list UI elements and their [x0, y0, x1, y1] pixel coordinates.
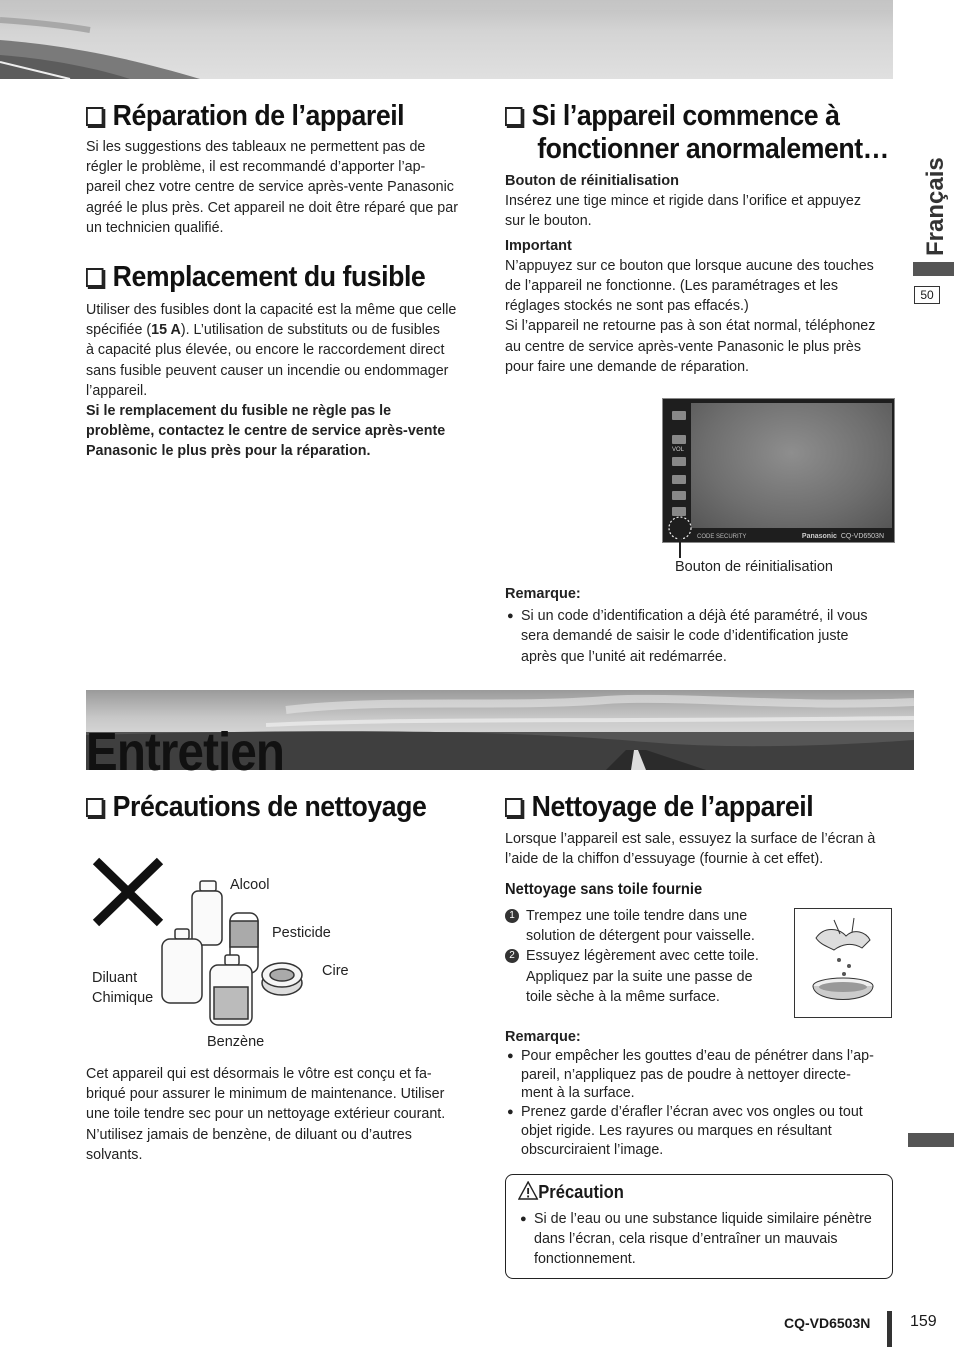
text-line: Si l’appareil ne retourne pas à son état normal, téléphonez — [505, 318, 876, 335]
caution-heading — [518, 1181, 624, 1203]
abnormal-title: Si l’appareil commence à — [531, 100, 840, 132]
text-line: une toile tendre sec pour un nettoyage extérieur courant. — [86, 1106, 446, 1123]
important-heading: Important — [505, 237, 572, 254]
solvents-illustration — [90, 855, 340, 1055]
cleaning-precautions-body — [86, 1064, 481, 1165]
device-brand: Panasonic CQ-VD6503N — [801, 533, 884, 540]
section-title: Entretien — [86, 722, 285, 782]
panel-button — [672, 475, 686, 484]
text-line: problème, contactez le centre de service après-vente — [86, 423, 446, 440]
text-line: Utiliser des fusibles dont la capacité est la même que celle — [86, 302, 457, 318]
text-line: N’utilisez jamais de benzène, de diluant ou d’autres — [86, 1126, 412, 1143]
minus-button — [672, 457, 686, 466]
panel-button — [672, 411, 686, 420]
alcohol-bottle-icon — [192, 881, 222, 945]
fuse-body — [86, 300, 481, 462]
caution-box — [505, 1174, 893, 1279]
benzene-label: Benzène — [207, 1034, 265, 1050]
abnormal-title-2: fonctionner anormalement… — [537, 133, 889, 165]
language-tab-bar — [913, 262, 954, 276]
text-line: régler le problème, il est recommandé d’apporter l’ap- — [86, 159, 426, 176]
reset-button-circle — [663, 511, 693, 542]
reset-callout-label: Bouton de réinitialisation — [675, 559, 833, 575]
text-line: spécifiée (15 A). L’utilisation de substituts ou de fusibles — [86, 322, 440, 339]
abnormal-heading — [505, 100, 889, 166]
cloth-bowl-illustration — [794, 908, 892, 1018]
checkbox-icon — [86, 798, 103, 817]
model-number: CQ-VD6503N — [784, 1315, 871, 1331]
step-1: 1 Trempez une toile tendre dans une solution de détergent pour vaisselle. — [505, 906, 790, 946]
device-screen — [691, 403, 892, 528]
footer-divider — [887, 1311, 892, 1347]
text-line: Panasonic le plus près pour la réparation. — [86, 443, 371, 460]
remark-heading: Remarque: — [505, 586, 581, 602]
list-item: ● Si un code d’identification a déjà été paramétré, il vous sera demandé de saisir le code d’identification juste après que l’unité ait redémarrée. — [505, 606, 900, 667]
fuse-rating: 15 A — [151, 322, 181, 339]
vol-label: VOL — [672, 447, 685, 453]
prohibited-x-icon — [96, 861, 160, 923]
text-line: Si les suggestions des tableaux ne permettent pas de — [86, 139, 426, 155]
landscape-illustration — [0, 0, 893, 79]
text-line: au centre de service après-vente Panasonic le plus près — [505, 338, 862, 355]
repair-heading — [86, 100, 404, 133]
wax-label: Cire — [322, 963, 349, 979]
list-item: ● Prenez garde d’érafler l’écran avec vos ongles ou tout objet rigide. Les rayures ou marques en résultant obscurciraient l’image. — [505, 1103, 900, 1159]
text-line: un technicien qualifié. — [86, 219, 224, 236]
benzene-bottle-icon — [210, 955, 252, 1025]
text-line: pour faire une demande de réparation. — [505, 358, 750, 375]
cleaning-unit-heading — [505, 791, 813, 824]
list-item: ● Pour empêcher les gouttes d’eau de pénétrer dans l’ap- pareil, n’appliquez pas de poudre à nettoyer directe- ment à la surface. — [505, 1047, 900, 1103]
cleaning-unit-body — [505, 829, 900, 869]
wax-tin-icon — [262, 963, 302, 995]
language-text: Français — [922, 157, 949, 256]
text-line: N’appuyez sur ce bouton que lorsque aucune des touches — [505, 257, 874, 274]
cleaning-remark — [505, 1028, 900, 1160]
step-number-icon: 2 — [505, 949, 519, 963]
fuse-title: Remplacement du fusible — [112, 261, 426, 293]
page-reference: 50 — [914, 286, 940, 304]
text-line: l’appareil. — [86, 382, 148, 399]
text-line: Insérez une tige mince et rigide dans l’orifice et appuyez — [505, 193, 862, 210]
side-tab-bar — [908, 1133, 954, 1147]
alcohol-label: Alcool — [230, 877, 270, 893]
step-2: 2 Essuyez légèrement avec cette toile. Appliquez par la suite une passe de toile sèche à la même surface. — [505, 946, 790, 1007]
reset-heading: Bouton de réinitialisation — [505, 173, 680, 189]
caution-title: Précaution — [538, 1182, 624, 1202]
plus-button — [672, 435, 686, 444]
thinner-bottle-icon — [162, 929, 202, 1003]
text-line: Lorsque l’appareil est sale, essuyez la surface de l’écran à — [505, 831, 876, 847]
text-line: sur le bouton. — [505, 213, 592, 230]
text-line: Cet appareil qui est désormais le vôtre est conçu et fa- — [86, 1066, 432, 1082]
code-security-label: CODE SECURITY — [697, 534, 747, 540]
text-line: solvants. — [86, 1146, 143, 1163]
cleaning-unit-title: Nettoyage de l’appareil — [531, 791, 814, 823]
checkbox-icon — [86, 107, 103, 126]
list-item: ● Si de l’eau ou une substance liquide similaire pénètre dans l’écran, cela risque d’entraîner un mauvais fonctionnement. — [518, 1209, 890, 1270]
cleaning-precautions-heading — [86, 791, 426, 824]
remark-heading: Remarque: — [505, 1029, 581, 1045]
checkbox-icon — [86, 268, 103, 287]
language-label — [911, 148, 954, 258]
text-line: briqué pour assurer le minimum de maintenance. Utiliser — [86, 1086, 445, 1103]
abnormal-remark — [505, 584, 900, 667]
panel-button — [672, 491, 686, 500]
page-number: 159 — [910, 1313, 937, 1330]
warning-icon — [518, 1181, 538, 1200]
text-line: de l’appareil ne fonctionne. (Les paramétrages et les — [505, 278, 839, 295]
text-line: l’aide de la chiffon d’essuyage (fournie à cet effet). — [505, 851, 824, 868]
cleaning-precautions-title: Précautions de nettoyage — [112, 791, 427, 823]
checkbox-icon — [505, 107, 522, 126]
abnormal-body — [505, 171, 900, 377]
repair-body — [86, 137, 481, 238]
text-line: pareil chez votre centre de service après-vente Panasonic — [86, 179, 454, 196]
device-illustration — [662, 398, 895, 543]
top-banner-image — [0, 0, 893, 79]
cleaning-sub-heading: Nettoyage sans toile fournie — [505, 881, 703, 898]
checkbox-icon — [505, 798, 522, 817]
text-line: sans fusible peuvent causer un incendie ou endommager — [86, 362, 449, 379]
text-line: Si le remplacement du fusible ne règle pas le — [86, 403, 392, 420]
text-line: agréé le plus près. Cet appareil ne doit être réparé que par — [86, 199, 458, 216]
thinner-label: Diluant Chimique — [92, 970, 154, 1006]
fuse-heading — [86, 261, 425, 294]
pesticide-label: Pesticide — [272, 925, 331, 941]
text-line: réglages stockés ne sont pas effacés.) — [505, 298, 749, 315]
cleaning-steps — [505, 906, 790, 1007]
text-line: à capacité plus élevée, ou encore le raccordement direct — [86, 342, 445, 359]
repair-title: Réparation de l’appareil — [112, 100, 405, 132]
step-number-icon: 1 — [505, 909, 519, 923]
callout-line — [679, 538, 681, 558]
